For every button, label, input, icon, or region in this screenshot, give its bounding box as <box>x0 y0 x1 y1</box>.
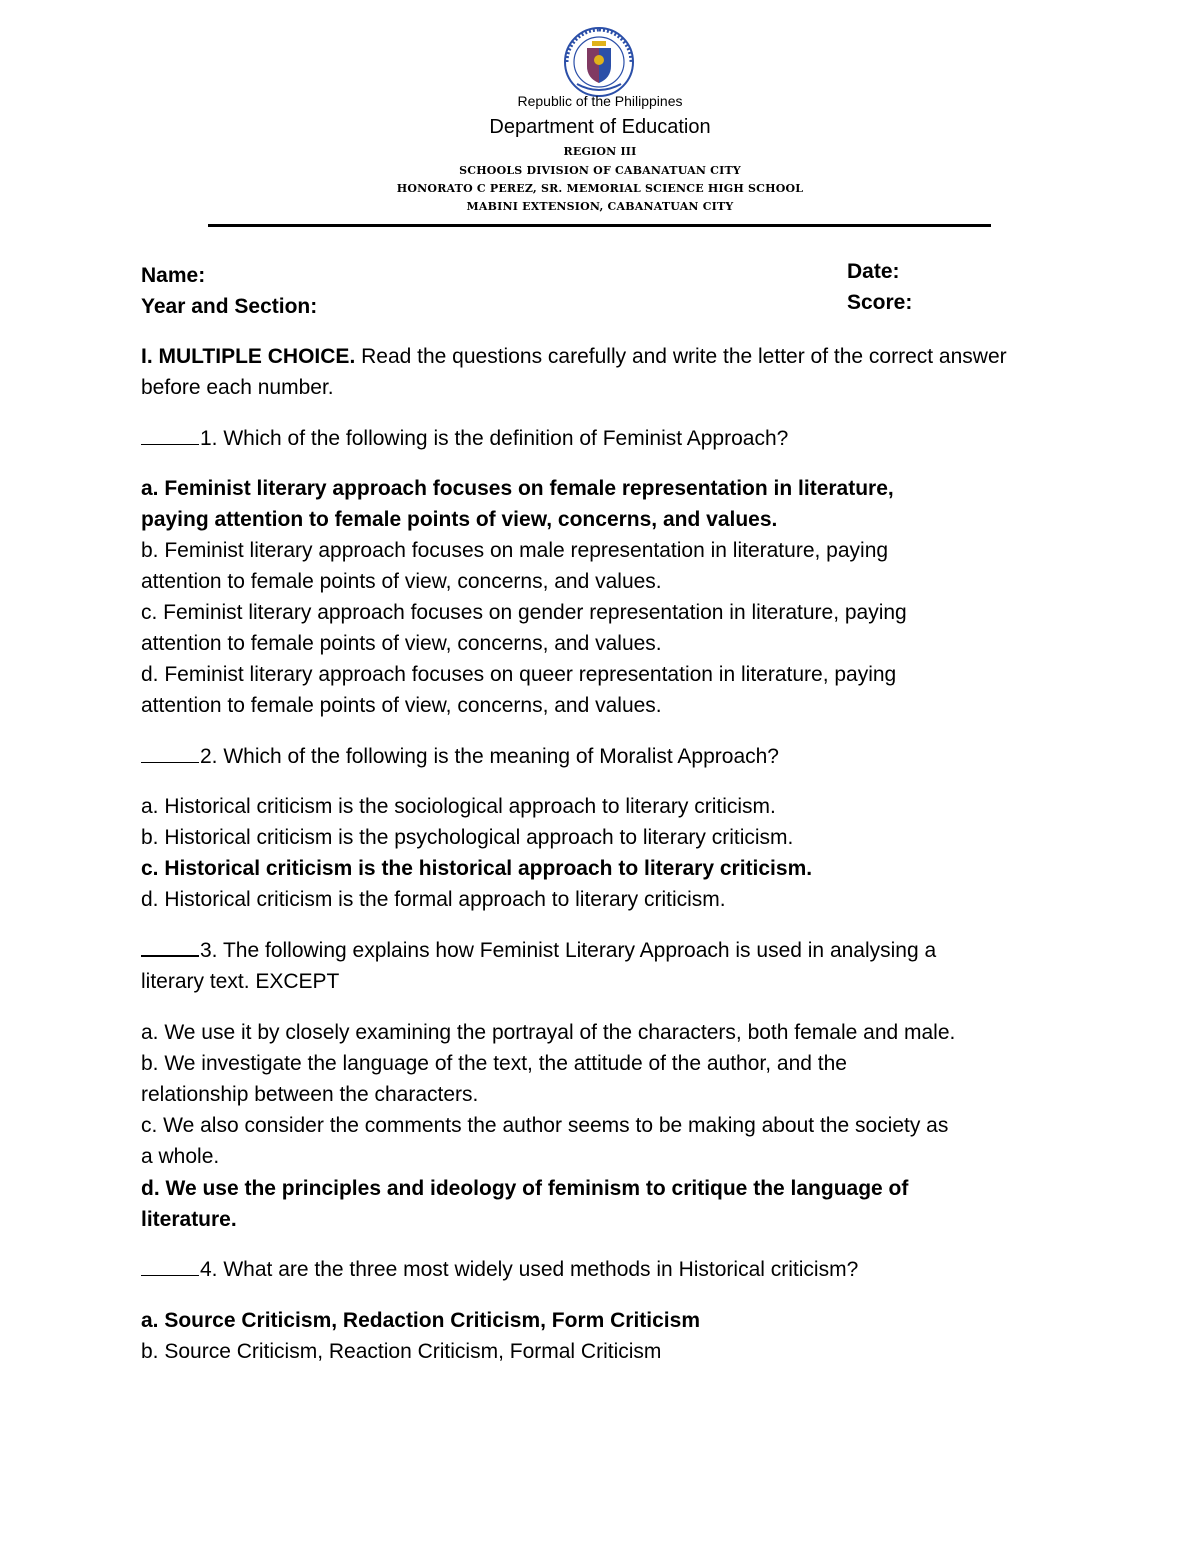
question-1-stem: 1. Which of the following is the definition of Feminist Approach? <box>141 423 1061 454</box>
answer-blank-3[interactable] <box>141 937 199 957</box>
year-section-field-label: Year and Section: <box>141 295 318 318</box>
question-2-option-a: a. Historical criticism is the sociological approach to literary criticism. <box>141 795 776 818</box>
question-3-option-c: c. We also consider the comments the author seems to be making about the society as a whole. <box>141 1114 949 1168</box>
question-2-stem: 2. Which of the following is the meaning of Moralist Approach? <box>141 741 1061 772</box>
question-1-option-c: c. Feminist literary approach focuses on gender representation in literature, paying attention to female points of view, concerns, and values. <box>141 601 907 655</box>
question-1-option-b: b. Feminist literary approach focuses on male representation in literature, paying attention to female points of view, concerns, and values. <box>141 539 889 593</box>
question-1-option-a: a. Feminist literary approach focuses on female representation in literature, paying attention to female points of view, concerns, and values. <box>141 477 894 531</box>
answer-blank-1[interactable] <box>141 426 199 445</box>
question-3-option-a: a. We use it by closely examining the portrayal of the characters, both female and male. <box>141 1021 956 1044</box>
deped-seal-logo <box>563 26 635 98</box>
question-2-option-c: c. Historical criticism is the historical approach to literary criticism. <box>141 857 813 880</box>
header-school: HONORATO C PEREZ, SR. MEMORIAL SCIENCE HIGH SCHOOL <box>396 182 804 195</box>
header-republic: Republic of the Philippines <box>517 93 683 109</box>
question-3-stem: 3. The following explains how Feminist Literary Approach is used in analysing a literary text. EXCEPT <box>141 939 937 993</box>
header-divider <box>208 224 991 227</box>
score-field-label: Score: <box>847 291 913 314</box>
question-2-option-d: d. Historical criticism is the formal approach to literary criticism. <box>141 888 726 911</box>
instructions-text: Read the questions carefully and write the letter of the correct answer before each number. <box>141 345 1007 399</box>
question-4-stem: 4. What are the three most widely used methods in Historical criticism? <box>141 1254 1061 1285</box>
instructions <box>141 341 1061 403</box>
instructions-heading: I. MULTIPLE CHOICE. <box>141 345 356 368</box>
question-2-option-b: b. Historical criticism is the psychological approach to literary criticism. <box>141 826 794 849</box>
question-3-option-d: d. We use the principles and ideology of feminism to critique the language of literature. <box>141 1177 909 1231</box>
answer-blank-2[interactable] <box>141 744 199 763</box>
header-division: SCHOOLS DIVISION OF CABANATUAN CITY <box>459 164 741 177</box>
question-3-option-b: b. We investigate the language of the text, the attitude of the author, and the relationship between the characters. <box>141 1052 847 1106</box>
header-address: MABINI EXTENSION, CABANATUAN CITY <box>466 200 734 213</box>
question-4-option-a: a. Source Criticism, Redaction Criticism, Form Criticism <box>141 1309 700 1332</box>
header-department: Department of Education <box>489 116 711 138</box>
header-region: REGION III <box>563 145 637 158</box>
date-field-label: Date: <box>847 260 900 283</box>
question-4-option-b: b. Source Criticism, Reaction Criticism, Formal Criticism <box>141 1340 662 1363</box>
name-field-label: Name: <box>141 264 206 287</box>
question-1-option-d: d. Feminist literary approach focuses on queer representation in literature, paying attention to female points of view, concerns, and values. <box>141 663 897 717</box>
answer-blank-4[interactable] <box>141 1257 199 1276</box>
